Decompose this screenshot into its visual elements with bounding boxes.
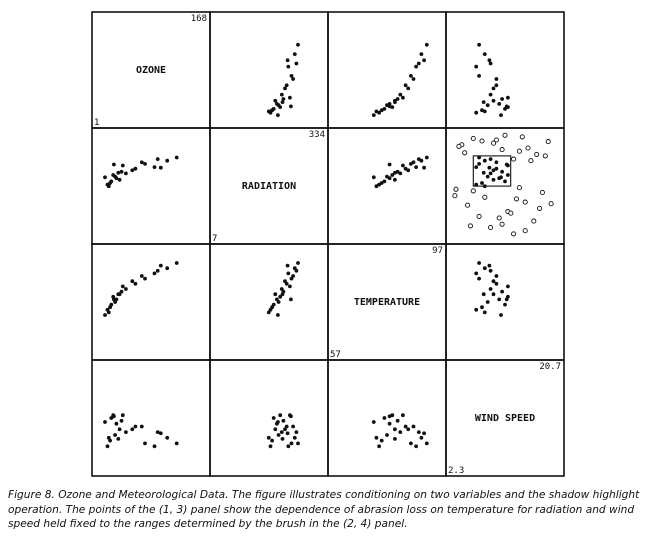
data-point	[488, 264, 492, 268]
data-point	[506, 173, 510, 177]
shadow-point	[454, 187, 458, 191]
data-point	[120, 419, 124, 423]
data-point	[289, 298, 293, 302]
data-point	[286, 58, 290, 62]
shadow-point	[543, 154, 547, 158]
shadow-point	[523, 229, 527, 233]
data-point	[121, 164, 125, 168]
data-point	[396, 97, 400, 101]
data-point	[118, 427, 122, 431]
data-point	[398, 93, 402, 97]
data-point	[289, 414, 293, 418]
shadow-point	[529, 159, 533, 163]
data-point	[377, 444, 381, 448]
data-point	[130, 427, 134, 431]
data-point	[505, 298, 509, 302]
data-point	[280, 430, 284, 434]
range-max-label: 168	[190, 14, 207, 24]
data-point	[492, 87, 496, 91]
data-point	[385, 433, 389, 437]
range-max-label: 97	[432, 246, 443, 256]
shadow-point	[471, 189, 475, 193]
data-point	[153, 165, 157, 169]
data-point	[388, 105, 392, 109]
data-point	[422, 58, 426, 62]
data-point	[412, 425, 416, 429]
data-point	[134, 425, 138, 429]
data-point	[165, 159, 169, 163]
data-point	[383, 416, 387, 420]
data-point	[404, 425, 408, 429]
data-point	[486, 300, 490, 304]
data-point	[495, 83, 499, 87]
data-point	[281, 437, 285, 441]
data-point	[116, 437, 120, 441]
data-point	[291, 274, 295, 278]
data-point	[489, 172, 493, 176]
range-min-label: 1	[94, 118, 100, 128]
data-point	[482, 292, 486, 296]
data-point	[120, 290, 124, 294]
data-point	[159, 166, 163, 170]
data-point	[286, 444, 290, 448]
data-point	[124, 172, 128, 176]
data-point	[393, 437, 397, 441]
shadow-point	[532, 219, 536, 223]
shadow-point	[453, 194, 457, 198]
data-point	[497, 298, 501, 302]
data-point	[165, 266, 169, 270]
data-point	[425, 156, 429, 160]
data-point	[495, 282, 499, 286]
data-point	[480, 181, 484, 185]
data-point	[377, 111, 381, 115]
data-point	[278, 413, 282, 417]
data-point	[495, 274, 499, 278]
shadow-point	[520, 135, 524, 139]
data-point	[499, 175, 503, 179]
shadow-point	[497, 216, 501, 220]
shadow-point	[477, 214, 481, 218]
shadow-point	[511, 157, 515, 161]
data-point	[477, 43, 481, 47]
data-point	[143, 442, 147, 446]
data-point	[296, 261, 300, 265]
data-point	[401, 164, 405, 168]
shadow-point	[514, 197, 518, 201]
shadow-point	[517, 186, 521, 190]
data-point	[112, 163, 116, 167]
data-point	[280, 93, 284, 97]
shadow-point	[526, 146, 530, 150]
data-point	[267, 436, 271, 440]
shadow-point	[535, 152, 539, 156]
data-point	[175, 156, 179, 160]
data-point	[281, 100, 285, 104]
data-point	[372, 420, 376, 424]
data-point	[482, 171, 486, 175]
data-point	[388, 422, 392, 426]
range-min-label: 57	[330, 350, 341, 360]
data-point	[477, 277, 481, 281]
data-point	[273, 292, 277, 296]
data-point	[276, 313, 280, 317]
data-point	[377, 183, 381, 187]
data-point	[505, 105, 509, 109]
panel-3-4	[446, 244, 564, 360]
data-point	[278, 105, 282, 109]
data-point	[393, 171, 397, 175]
data-point	[159, 264, 163, 268]
data-point	[383, 180, 387, 184]
data-point	[422, 431, 426, 435]
data-point	[417, 430, 421, 434]
data-point	[116, 171, 120, 175]
data-point	[295, 62, 299, 66]
data-point	[406, 168, 410, 172]
data-point	[375, 436, 379, 440]
data-point	[272, 416, 276, 420]
data-point	[103, 175, 107, 179]
data-point	[500, 170, 504, 174]
data-point	[489, 157, 493, 161]
data-point	[283, 427, 287, 431]
shadow-point	[500, 148, 504, 152]
panel-grid	[92, 12, 564, 476]
data-point	[372, 175, 376, 179]
shadow-point	[471, 136, 475, 140]
data-point	[269, 111, 273, 115]
data-point	[500, 97, 504, 101]
data-point	[412, 160, 416, 164]
data-point	[499, 313, 503, 317]
data-point	[492, 99, 496, 103]
data-point	[483, 110, 487, 114]
data-point	[140, 160, 144, 164]
data-point	[474, 111, 478, 115]
data-point	[489, 93, 493, 97]
shadow-point	[483, 195, 487, 199]
data-point	[483, 266, 487, 270]
shadow-point	[546, 140, 550, 144]
data-point	[486, 175, 490, 179]
shadow-point	[538, 206, 542, 210]
data-point	[420, 52, 424, 56]
data-point	[393, 100, 397, 104]
data-point	[380, 439, 384, 443]
data-point	[489, 269, 493, 273]
shadow-point	[457, 144, 461, 148]
data-point	[288, 96, 292, 100]
data-point	[483, 52, 487, 56]
data-point	[273, 427, 277, 431]
data-point	[291, 425, 295, 429]
data-point	[497, 102, 501, 106]
data-point	[153, 272, 157, 276]
data-point	[414, 165, 418, 169]
data-point	[269, 444, 273, 448]
data-point	[409, 74, 413, 78]
data-point	[477, 162, 481, 166]
data-point	[283, 87, 287, 91]
data-point	[113, 433, 117, 437]
data-point	[393, 178, 397, 182]
shadow-point	[489, 225, 493, 229]
figure-caption: Figure 8. Ozone and Meteorological Data. The figure illustrates conditioning on two variables and the shadow highlight operation. The points of the (1, 3) panel show the dependence of abrasion loss on temperature for radiation and wind speed held fixed to the ranges determined by the brush in the (2, 4) panel.	[8, 489, 640, 530]
data-point	[281, 292, 285, 296]
data-point	[134, 282, 138, 286]
variable-label: OZONE	[135, 65, 167, 76]
data-point	[293, 52, 297, 56]
data-point	[474, 165, 478, 169]
shadow-point	[468, 224, 472, 228]
data-point	[488, 166, 492, 170]
range-min-label: 7	[212, 234, 218, 244]
data-point	[111, 173, 115, 177]
variable-label: WIND SPEED	[474, 413, 536, 424]
data-point	[401, 96, 405, 100]
shadow-point	[511, 232, 515, 236]
data-point	[277, 433, 281, 437]
panel-4-3	[328, 360, 446, 476]
data-point	[492, 178, 496, 182]
data-point	[414, 444, 418, 448]
data-point	[286, 272, 290, 276]
panel-3-1	[92, 244, 210, 360]
data-point	[492, 292, 496, 296]
data-point	[140, 425, 144, 429]
shadow-point	[480, 139, 484, 143]
data-point	[506, 96, 510, 100]
data-point	[109, 180, 113, 184]
data-point	[417, 157, 421, 161]
data-point	[156, 269, 160, 273]
data-point	[505, 163, 509, 167]
data-point	[383, 107, 387, 111]
shadow-point	[549, 202, 553, 206]
data-point	[272, 107, 276, 111]
data-point	[486, 103, 490, 107]
data-point	[276, 420, 280, 424]
data-point	[474, 65, 478, 69]
data-point	[495, 77, 499, 81]
data-point	[425, 442, 429, 446]
data-point	[412, 77, 416, 81]
data-point	[401, 413, 405, 417]
panel-2-3	[328, 128, 446, 244]
data-point	[492, 168, 496, 172]
data-point	[107, 436, 111, 440]
data-point	[282, 419, 286, 423]
range-min-label: 2.3	[448, 466, 465, 476]
data-point	[474, 272, 478, 276]
data-point	[275, 102, 279, 106]
shadow-point	[503, 133, 507, 137]
data-point	[295, 430, 299, 434]
data-point	[489, 287, 493, 291]
data-point	[106, 308, 110, 312]
data-point	[159, 431, 163, 435]
data-point	[140, 274, 144, 278]
data-point	[153, 444, 157, 448]
variable-label: RADIATION	[241, 181, 297, 192]
panel-1-3	[328, 12, 446, 128]
shadow-point	[540, 190, 544, 194]
data-point	[103, 313, 107, 317]
data-point	[483, 311, 487, 315]
data-point	[296, 442, 300, 446]
data-point	[477, 261, 481, 265]
data-point	[488, 58, 492, 62]
data-point	[396, 419, 400, 423]
data-point	[283, 279, 287, 283]
data-point	[275, 298, 279, 302]
data-point	[286, 65, 290, 69]
data-point	[474, 308, 478, 312]
data-point	[422, 166, 426, 170]
data-point	[417, 62, 421, 66]
panel-3-2	[210, 244, 328, 360]
data-point	[406, 87, 410, 91]
data-point	[425, 43, 429, 47]
data-point	[165, 436, 169, 440]
data-point	[409, 442, 413, 446]
data-point	[388, 163, 392, 167]
data-point	[503, 180, 507, 184]
data-point	[288, 285, 292, 289]
data-point	[372, 113, 376, 117]
data-point	[270, 439, 274, 443]
data-point	[495, 160, 499, 164]
data-point	[109, 303, 113, 307]
shadow-point	[523, 200, 527, 204]
data-point	[483, 159, 487, 163]
data-point	[414, 65, 418, 69]
data-point	[406, 427, 410, 431]
data-point	[121, 285, 125, 289]
data-point	[291, 77, 295, 81]
shadow-point	[463, 151, 467, 155]
shadow-point	[509, 211, 513, 215]
data-point	[124, 287, 128, 291]
data-point	[156, 157, 160, 161]
data-point	[482, 100, 486, 104]
data-point	[130, 279, 134, 283]
data-point	[175, 442, 179, 446]
shadow-point	[466, 203, 470, 207]
data-point	[503, 303, 507, 307]
data-point	[404, 83, 408, 87]
data-point	[388, 414, 392, 418]
data-point	[295, 269, 299, 273]
data-point	[398, 430, 402, 434]
range-max-label: 20.7	[539, 362, 561, 372]
data-point	[143, 277, 147, 281]
data-point	[103, 420, 107, 424]
data-point	[175, 261, 179, 265]
data-point	[289, 105, 293, 109]
data-point	[393, 427, 397, 431]
data-point	[115, 422, 119, 426]
variable-label: TEMPERATURE	[353, 297, 421, 308]
data-point	[130, 168, 134, 172]
data-point	[286, 431, 290, 435]
data-point	[276, 113, 280, 117]
data-point	[296, 43, 300, 47]
data-point	[499, 113, 503, 117]
data-point	[269, 308, 273, 312]
data-point	[112, 414, 116, 418]
data-point	[492, 279, 496, 283]
data-point	[112, 298, 116, 302]
shadow-point	[491, 141, 495, 145]
data-point	[272, 303, 276, 307]
data-point	[506, 285, 510, 289]
data-point	[106, 183, 110, 187]
panel-4-2	[210, 360, 328, 476]
shadow-point	[517, 149, 521, 153]
data-point	[500, 290, 504, 294]
data-point	[293, 436, 297, 440]
data-point	[116, 292, 120, 296]
data-point	[286, 264, 290, 268]
data-point	[388, 176, 392, 180]
data-point	[480, 305, 484, 309]
shadow-point	[500, 222, 504, 226]
data-point	[106, 444, 110, 448]
data-point	[124, 430, 128, 434]
data-point	[115, 176, 119, 180]
data-point	[477, 74, 481, 78]
data-point	[121, 413, 125, 417]
data-point	[420, 436, 424, 440]
range-max-label: 334	[308, 130, 325, 140]
data-point	[290, 442, 294, 446]
